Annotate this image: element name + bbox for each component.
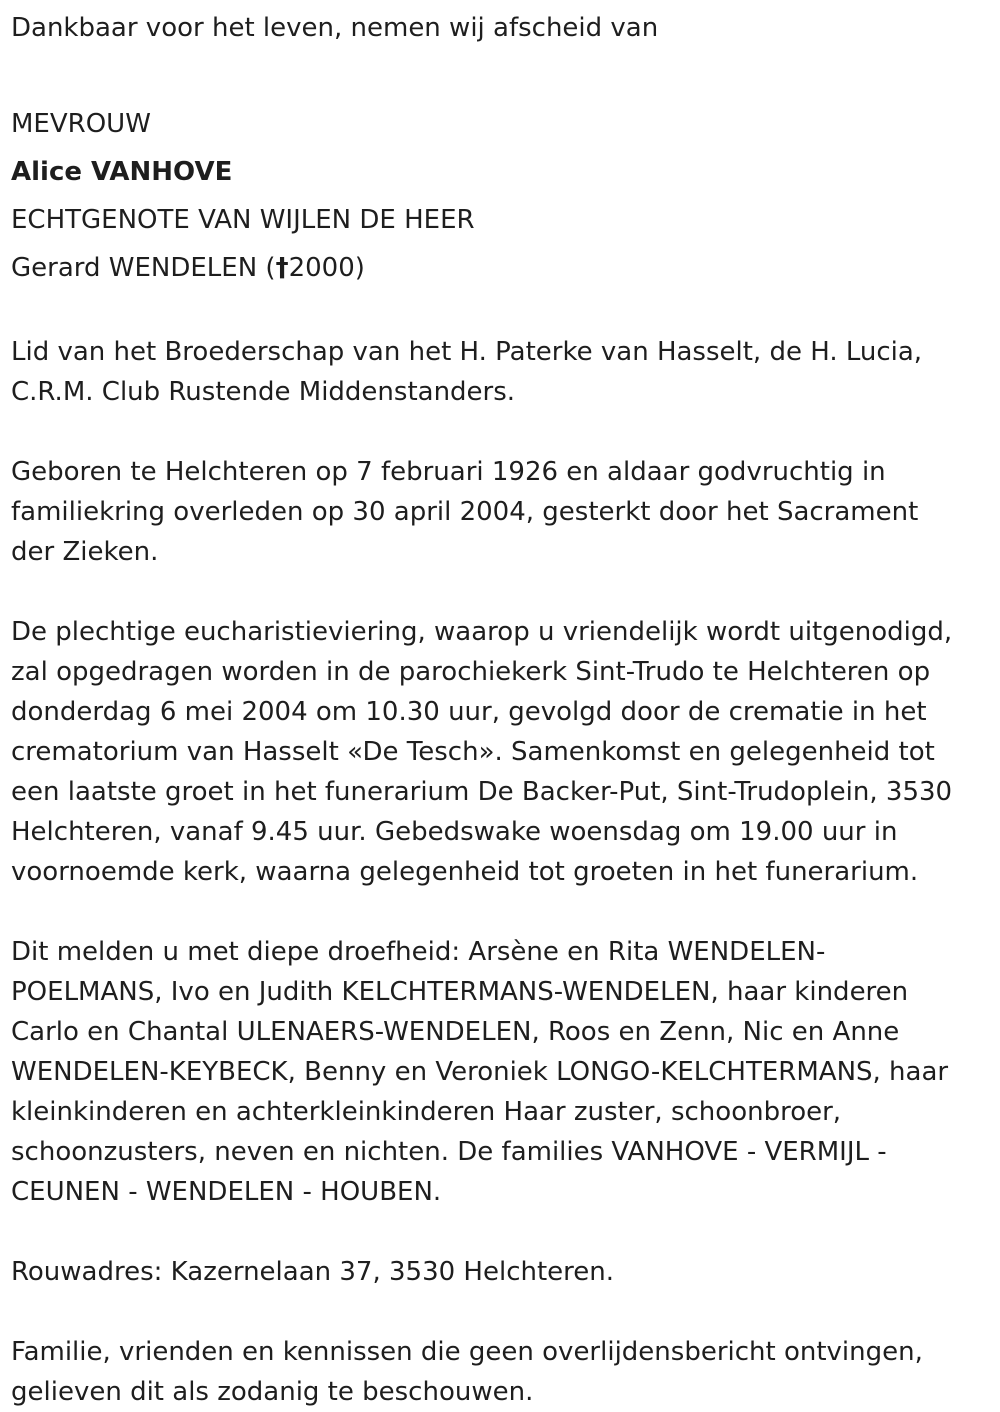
paragraph-line: Lid van het Broederschap van het H. Paterke van Hasselt, de H. Lucia, [11, 337, 923, 367]
membership-paragraph [11, 332, 991, 412]
ceremony-paragraph [11, 612, 991, 892]
paragraph-line: Dit melden u met diepe droefheid: Arsène en Rita WENDELEN- [11, 937, 826, 967]
paragraph-line: gelieven dit als zodanig te beschouwen. [11, 1377, 534, 1407]
paragraph-line: donderdag 6 mei 2004 om 10.30 uur, gevolgd door de crematie in het [11, 697, 927, 727]
spacer [11, 1212, 991, 1252]
birth-death-paragraph [11, 452, 991, 572]
cross-icon: † [275, 253, 289, 283]
spacer [11, 572, 991, 612]
mourning-address: Rouwadres: Kazernelaan 37, 3530 Helchteren. [11, 1257, 615, 1287]
paragraph-line: Familie, vrienden en kennissen die geen overlijdensbericht ontvingen, [11, 1337, 923, 1367]
paragraph-line: een laatste groet in het funerarium De Backer-Put, Sint-Trudoplein, 3530 [11, 777, 953, 807]
paragraph-line: kleinkinderen en achterkleinkinderen Haar zuster, schoonbroer, [11, 1097, 842, 1127]
deceased-header [11, 100, 991, 292]
paragraph-line: POELMANS, Ivo en Judith KELCHTERMANS-WENDELEN, haar kinderen [11, 977, 909, 1007]
paragraph-line: Geboren te Helchteren op 7 februari 1926 en aldaar godvruchtig in [11, 457, 886, 487]
paragraph-line: Carlo en Chantal ULENAERS-WENDELEN, Roos en Zenn, Nic en Anne [11, 1017, 900, 1047]
spouse-year: 2000) [288, 253, 365, 283]
spouse-name: Gerard WENDELEN ( [11, 253, 276, 283]
paragraph-line: zal opgedragen worden in de parochiekerk Sint-Trudo te Helchteren op [11, 657, 931, 687]
honorific: MEVROUW [11, 109, 151, 139]
obituary-document [11, 4, 991, 1412]
family-paragraph [11, 932, 991, 1212]
spacer [11, 412, 991, 452]
paragraph-line: C.R.M. Club Rustende Middenstanders. [11, 377, 516, 407]
closing-paragraph [11, 1332, 991, 1412]
paragraph-line: schoonzusters, neven en nichten. De families VANHOVE - VERMIJL - [11, 1137, 887, 1167]
spacer [11, 1292, 991, 1332]
paragraph-line: voornoemde kerk, waarna gelegenheid tot groeten in het funerarium. [11, 857, 919, 887]
deceased-name: Alice VANHOVE [11, 157, 233, 187]
spouse-line [11, 244, 991, 292]
spacer [11, 292, 991, 332]
paragraph-line: CEUNEN - WENDELEN - HOUBEN. [11, 1177, 442, 1207]
spacer [11, 52, 991, 100]
paragraph-line: Helchteren, vanaf 9.45 uur. Gebedswake woensdag om 19.00 uur in [11, 817, 898, 847]
spacer [11, 892, 991, 932]
paragraph-line: der Zieken. [11, 537, 159, 567]
paragraph-line: crematorium van Hasselt «De Tesch». Samenkomst en gelegenheid tot [11, 737, 935, 767]
relation-line: ECHTGENOTE VAN WIJLEN DE HEER [11, 205, 475, 235]
paragraph-line: De plechtige eucharistieviering, waarop u vriendelijk wordt uitgenodigd, [11, 617, 953, 647]
intro-line: Dankbaar voor het leven, nemen wij afscheid van [11, 13, 659, 43]
paragraph-line: familiekring overleden op 30 april 2004, gesterkt door het Sacrament [11, 497, 919, 527]
paragraph-line: WENDELEN-KEYBECK, Benny en Veroniek LONGO-KELCHTERMANS, haar [11, 1057, 949, 1087]
